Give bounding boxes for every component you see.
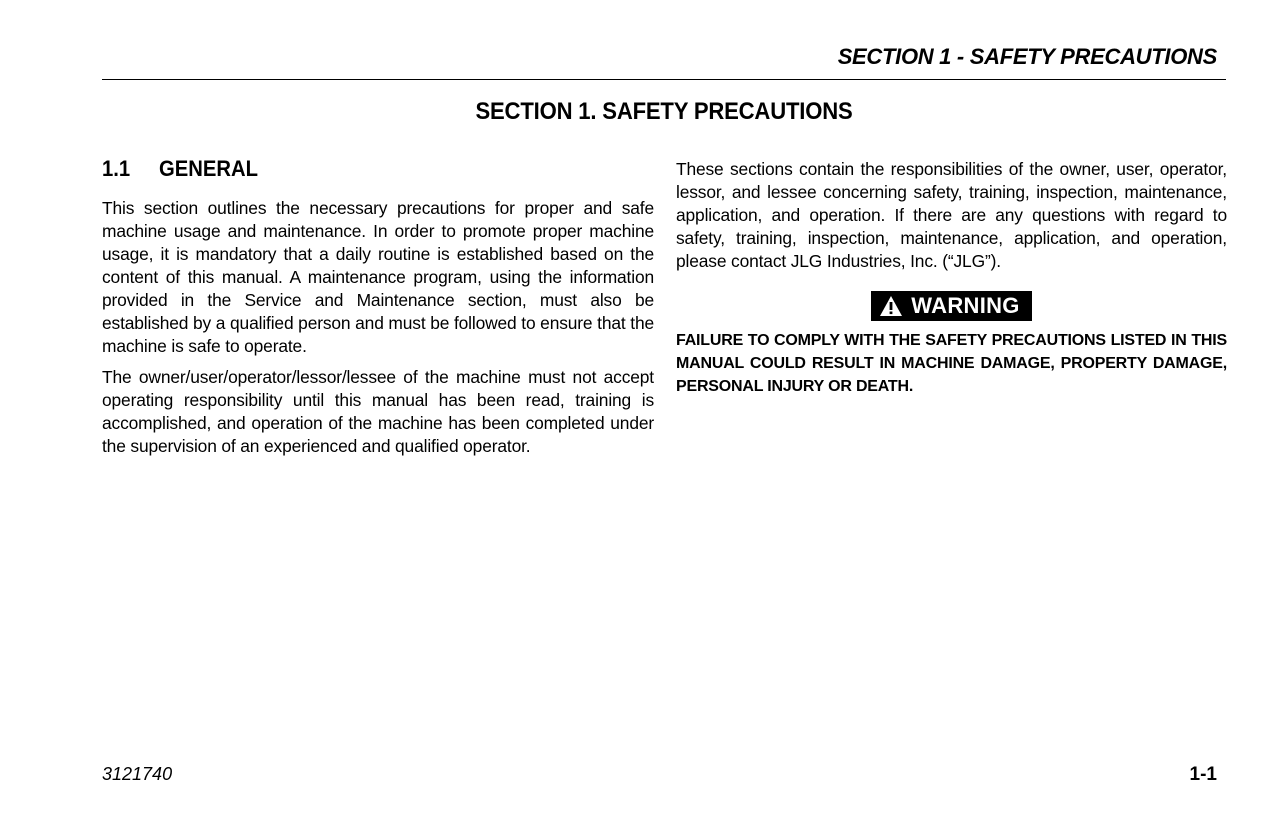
subsection-number: 1.1	[102, 156, 131, 181]
warning-triangle-icon	[879, 295, 903, 317]
warning-message: FAILURE TO COMPLY WITH THE SAFETY PRECAUTIONS LISTED IN THIS MANUAL COULD RESULT IN MACHINE DAMAGE, PROPERTY DAMAGE, PERSONAL INJURY OR DEATH.	[676, 332, 1227, 395]
subsection-title: GENERAL	[159, 156, 258, 181]
general-paragraph-2: The owner/user/operator/lessor/lessee of the machine must not accept operating responsibility until this manual has been read, training is accomplished, and operation of the machine has been completed under the supervision of an experienced and qualified operator.	[102, 367, 654, 456]
page-title: SECTION 1. SAFETY PRECAUTIONS	[475, 98, 853, 125]
left-column	[102, 156, 654, 466]
responsibilities-paragraph: These sections contain the responsibilities of the owner, user, operator, lessor, and lessee concerning safety, training, inspection, maintenance, application, and operation. If there are any questions with regard to safety, training, inspection, maintenance, application, and operation, please contact JLG Industries, Inc. (“JLG”).	[676, 159, 1227, 271]
header-divider	[102, 79, 1226, 80]
warning-block	[676, 291, 1227, 321]
page-number: 1-1	[1189, 764, 1217, 785]
document-number: 3121740	[102, 764, 173, 784]
running-header-title: SECTION 1 - SAFETY PRECAUTIONS	[837, 44, 1217, 69]
right-column	[676, 158, 1227, 398]
warning-label: WARNING	[911, 293, 1020, 318]
subsection-heading	[102, 156, 610, 182]
general-paragraph-1: This section outlines the necessary precautions for proper and safe machine usage and maintenance. In order to promote proper machine usage, it is mandatory that a daily routine is established based on the content of this manual. A maintenance program, using the information provided in the Service and Maintenance section, must also be established by a qualified person and must be followed to ensure that the machine is safe to operate.	[102, 198, 654, 356]
warning-badge	[871, 291, 1031, 321]
